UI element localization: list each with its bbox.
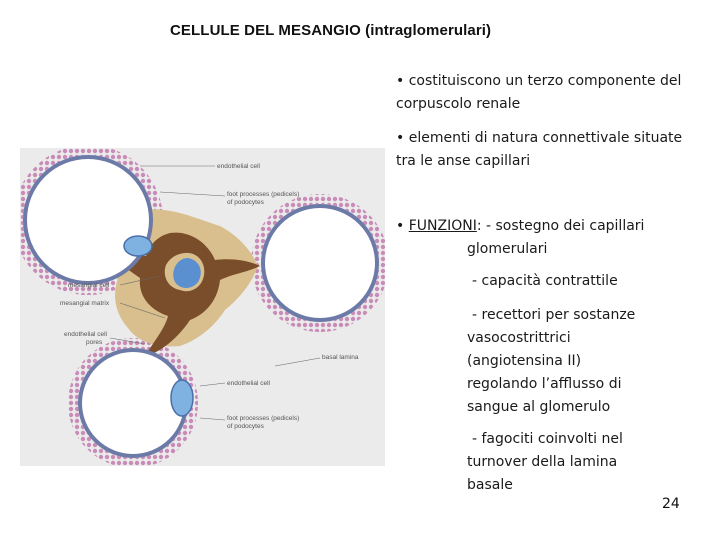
funzioni-label: FUNZIONI bbox=[408, 218, 477, 234]
bullet-dot: • bbox=[396, 73, 405, 89]
label-foot-processes-bottom-2: of podocytes bbox=[227, 423, 264, 430]
slide-title: CELLULE DEL MESANGIO (intraglomerulari) bbox=[170, 22, 492, 39]
bullet-dot: • bbox=[396, 130, 405, 146]
label-mesangial-cell: mesangial cell bbox=[68, 282, 110, 289]
endothelial-nucleus-bottom bbox=[171, 380, 193, 416]
label-basal-lamina: basal lamina bbox=[322, 354, 359, 361]
capillary-right bbox=[263, 206, 377, 320]
label-endothelial-pores-1: endothelial cell bbox=[64, 331, 108, 338]
label-foot-processes-top-2: of podocytes bbox=[227, 199, 264, 206]
bullet-2-line-1 bbox=[396, 127, 682, 150]
label-endothelial-pores-2: pores bbox=[86, 339, 103, 346]
label-mesangial-matrix: mesangial matrix bbox=[60, 300, 110, 307]
bullet-dot: • bbox=[396, 218, 405, 234]
funzioni-continuation: glomerulari bbox=[467, 241, 548, 257]
funzioni-item-3-line-2: vasocostrittrici bbox=[467, 330, 571, 346]
label-endothelial-cell-bottom: endothelial cell bbox=[227, 380, 271, 387]
funzioni-item-3-line-3: (angiotensina II) bbox=[467, 353, 582, 369]
label-foot-processes-top-1: foot processes (pedicels) bbox=[227, 191, 300, 198]
bullet-1-text-1: costituiscono un terzo componente del bbox=[408, 73, 682, 89]
mesangium-diagram bbox=[20, 148, 385, 466]
endothelial-nucleus-top bbox=[124, 236, 152, 256]
label-endothelial-cell-top: endothelial cell bbox=[217, 163, 261, 170]
funzioni-item-2-line-1: - capacità contrattile bbox=[472, 273, 618, 289]
funzioni-item-3-line-1: - recettori per sostanze bbox=[472, 307, 636, 323]
capillary-top-left bbox=[25, 157, 151, 283]
capillary-bottom bbox=[80, 350, 186, 456]
funzioni-item-4-line-2: turnover della lamina bbox=[467, 454, 618, 470]
funzioni-item-3-line-4: regolando l’afflusso di bbox=[467, 376, 622, 392]
bullet-2-text-1: elementi di natura connettivale situate bbox=[408, 130, 683, 146]
funzioni-first-item: : - sostegno dei capillari bbox=[476, 218, 645, 234]
funzioni-item-3-line-5: sangue al glomerulo bbox=[467, 399, 611, 415]
funzioni-item-4-line-3: basale bbox=[467, 477, 513, 493]
funzioni-line-1 bbox=[396, 215, 644, 238]
bullet-1-line-2: corpuscolo renale bbox=[396, 96, 521, 112]
funzioni-item-4-line-1: - fagociti coinvolti nel bbox=[472, 431, 623, 447]
bullet-1-line-1 bbox=[396, 70, 681, 93]
page-number: 24 bbox=[662, 496, 680, 512]
label-foot-processes-bottom-1: foot processes (pedicels) bbox=[227, 415, 300, 422]
bullet-2-line-2: tra le anse capillari bbox=[396, 153, 531, 169]
